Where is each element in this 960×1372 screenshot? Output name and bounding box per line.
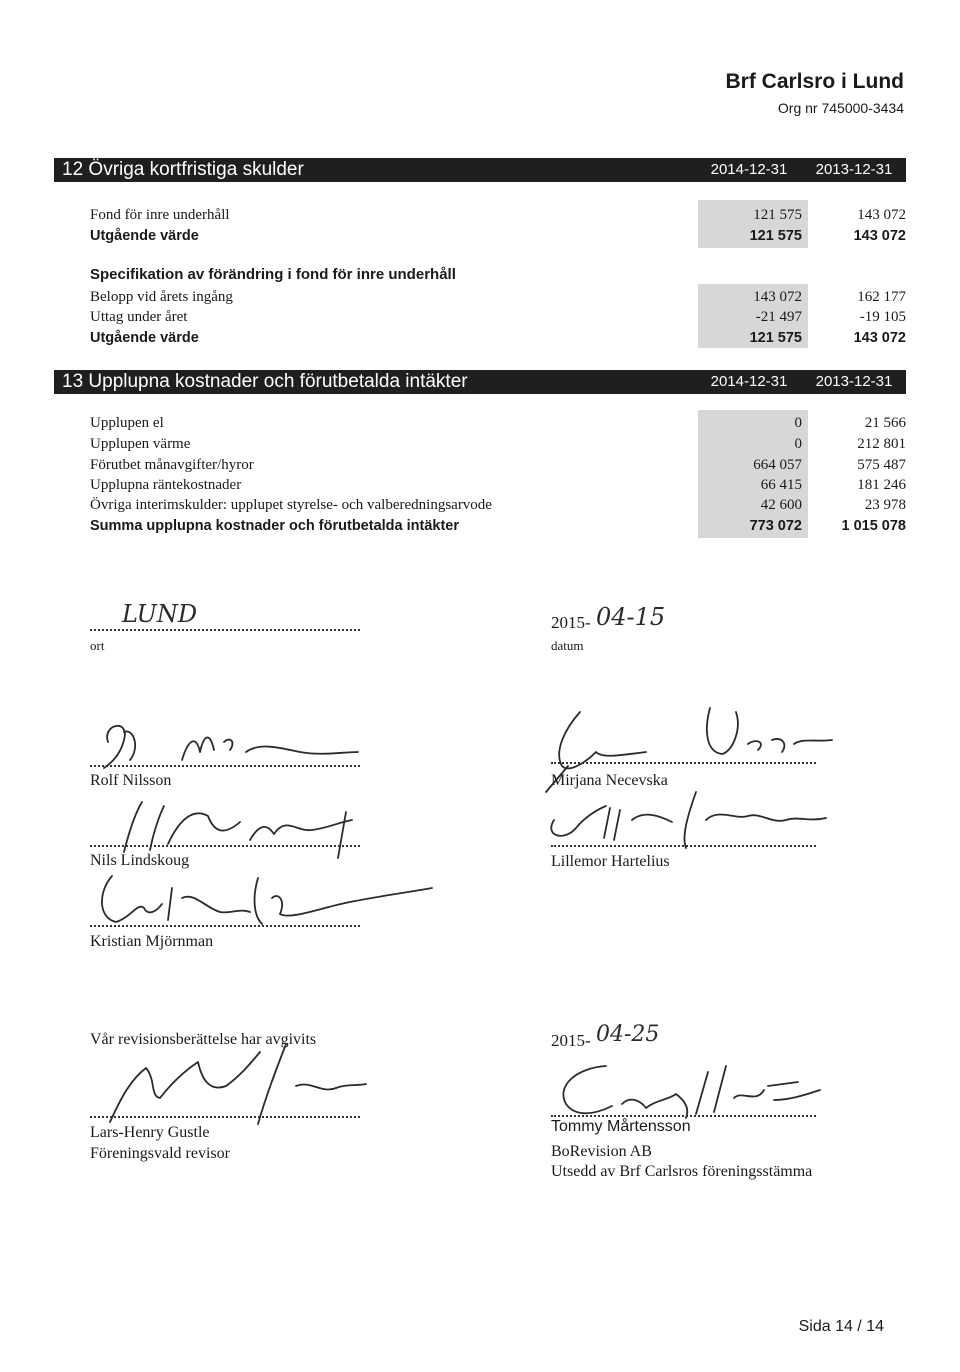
row-label: Fond för inre underhåll (90, 207, 230, 223)
place-handwritten: LUND (122, 600, 198, 628)
table-row (90, 287, 906, 307)
row-current-value: 664 057 (753, 457, 802, 473)
note-13-title: 13 Upplupna kostnader och förutbetalda intäkter (62, 371, 468, 392)
signature-line (90, 1116, 360, 1118)
row-prior-value: 162 177 (857, 289, 906, 305)
row-prior-value: 1 015 078 (841, 518, 906, 534)
signature-line (551, 762, 816, 764)
row-current-value: 121 575 (753, 207, 802, 223)
signature-tommy-martensson (536, 1060, 826, 1122)
row-label: Utgående värde (90, 228, 199, 244)
place-line (90, 629, 360, 631)
row-current-value: 42 600 (760, 497, 802, 513)
audit-date-handwritten: 04-25 (596, 1022, 660, 1047)
signature-line (551, 845, 816, 847)
place-label: ort (90, 638, 105, 653)
signatory-name: Mirjana Necevska (551, 772, 668, 789)
row-label: Summa upplupna kostnader och förutbetalda intäkter (90, 518, 459, 534)
date-prefix: 2015- (551, 613, 591, 632)
row-prior-value: -19 105 (859, 309, 906, 325)
audit-statement: Vår revisionsberättelse har avgivits (90, 1031, 317, 1048)
auditor-role: Föreningsvald revisor (90, 1145, 230, 1162)
table-row (90, 205, 906, 225)
signature-line (90, 845, 360, 847)
row-current-value: 66 415 (760, 477, 802, 493)
page-number: Sida 14 / 14 (798, 1318, 884, 1335)
row-current-value: 773 072 (749, 518, 802, 534)
row-label: Uttag under året (90, 309, 188, 325)
table-row (90, 495, 906, 515)
row-label: Upplupen värme (90, 436, 191, 452)
spec-heading: Specifikation av förändring i fond för inre underhåll (90, 266, 456, 283)
auditor-name: Lars-Henry Gustle (90, 1124, 210, 1141)
row-label: Förutbet månavgifter/hyror (90, 457, 254, 473)
table-row (90, 413, 906, 433)
auditor-stamp-name: Tommy Mårtensson (551, 1118, 691, 1135)
note-12-title: 12 Övriga kortfristiga skulder (62, 159, 304, 180)
table-row (90, 434, 906, 454)
date-handwritten: 04-15 (596, 603, 666, 631)
row-current-value: 0 (794, 436, 802, 452)
row-label: Upplupna räntekostnader (90, 477, 242, 493)
signature-kristian-mjornman (90, 868, 440, 932)
date-label: datum (551, 638, 584, 653)
signatory-name: Nils Lindskoug (90, 852, 190, 869)
row-prior-value: 23 978 (864, 497, 906, 513)
signature-line (90, 925, 360, 927)
row-label: Utgående värde (90, 330, 199, 346)
row-prior-value: 212 801 (857, 436, 906, 452)
row-prior-value: 575 487 (857, 457, 906, 473)
signatory-name: Rolf Nilsson (90, 772, 172, 789)
signature-line (90, 765, 360, 767)
signatory-name: Lillemor Hartelius (551, 853, 670, 870)
table-row-total (90, 516, 906, 536)
signature-mirjana-necevska (536, 700, 836, 780)
row-label: Belopp vid årets ingång (90, 289, 233, 305)
audit-firm-name: BoRevision AB (551, 1143, 652, 1160)
row-current-value: 143 072 (753, 289, 802, 305)
row-prior-value: 181 246 (857, 477, 906, 493)
note-12-col-prior: 2013-12-31 (815, 161, 893, 178)
signature-line (551, 1115, 816, 1117)
row-prior-value: 143 072 (857, 207, 906, 223)
table-row (90, 307, 906, 327)
note-12-header (54, 158, 906, 182)
row-prior-value: 143 072 (853, 330, 906, 346)
organization-number: Org nr 745000-3434 (777, 100, 904, 116)
organization-name: Brf Carlsro i Lund (725, 70, 904, 93)
table-row (90, 475, 906, 495)
table-row-total (90, 226, 906, 246)
row-current-value: 121 575 (749, 228, 802, 244)
signature-lillemor-hartelius (536, 780, 836, 852)
row-label: Övriga interimskulder: upplupet styrelse- och valberedningsarvode (90, 497, 492, 513)
audit-date-prefix: 2015- (551, 1031, 591, 1050)
row-current-value: -21 497 (755, 309, 802, 325)
row-current-value: 121 575 (749, 330, 802, 346)
note-13-col-prior: 2013-12-31 (815, 373, 893, 390)
audit-firm-note: Utsedd av Brf Carlsros föreningsstämma (551, 1163, 813, 1180)
table-row (90, 455, 906, 475)
row-current-value: 0 (794, 415, 802, 431)
row-label: Upplupen el (90, 415, 164, 431)
note-12-col-current: 2014-12-31 (710, 161, 788, 178)
table-row-total (90, 328, 906, 348)
signatory-name: Kristian Mjörnman (90, 933, 214, 950)
row-prior-value: 21 566 (864, 415, 906, 431)
signature-lars-henry-gustle (90, 1040, 370, 1126)
note-13-header (54, 370, 906, 394)
row-prior-value: 143 072 (853, 228, 906, 244)
note-13-col-current: 2014-12-31 (710, 373, 788, 390)
